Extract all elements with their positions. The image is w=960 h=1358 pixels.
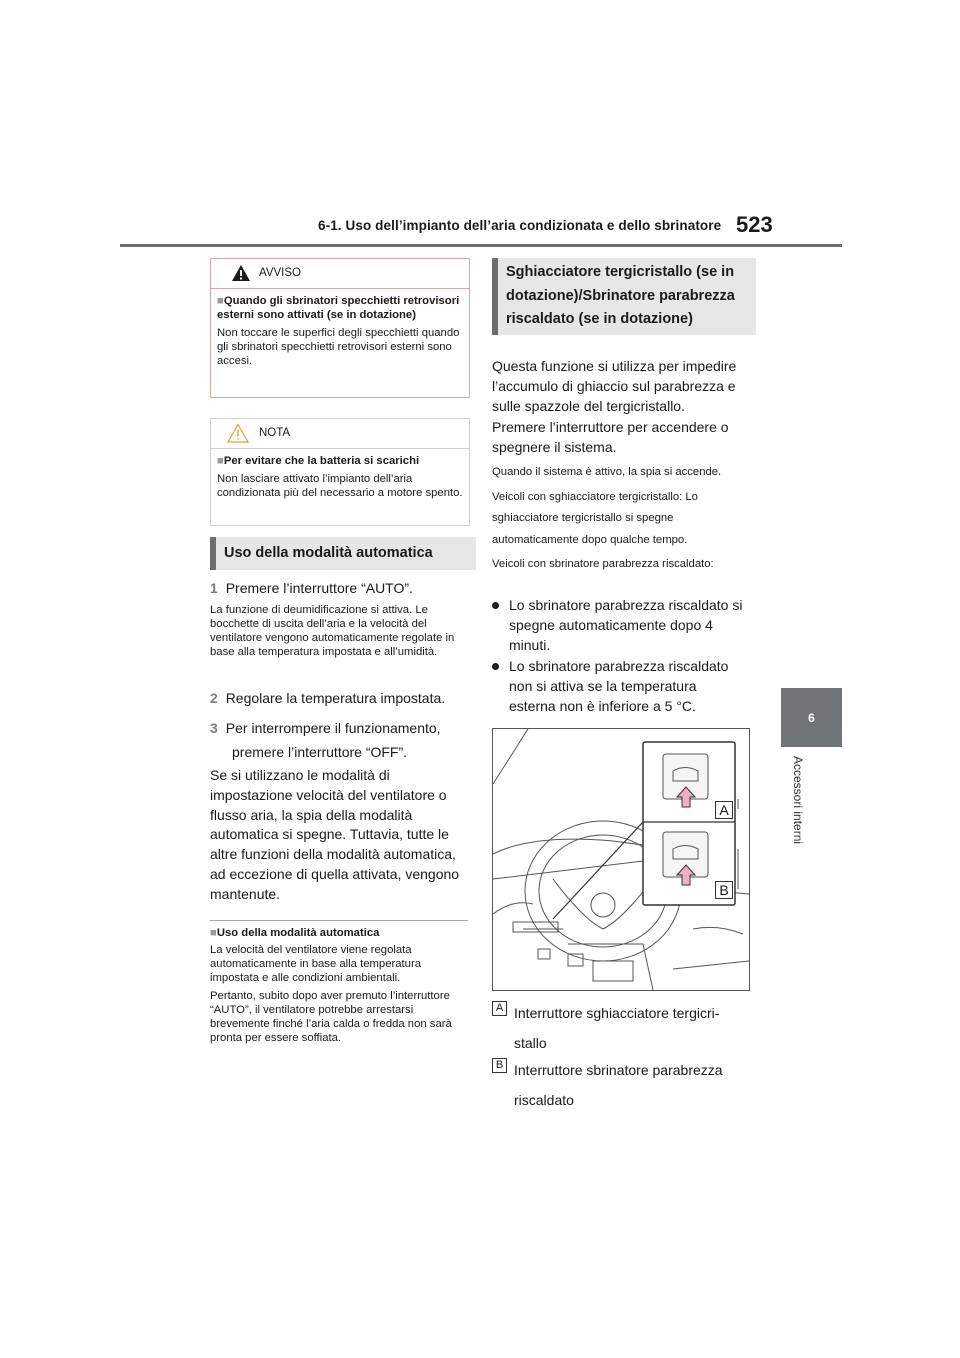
chapter-label-text: Accessori interni	[791, 756, 805, 845]
page-number: 523	[736, 212, 773, 237]
step-2-number: 2	[210, 690, 218, 706]
step-2-text: Regolare la temperatura impostata.	[225, 690, 446, 706]
auto-mode-paragraph: Se si utilizzano le modalità di impostazione velocità del ventilatore o flusso aria, la spia della modalità automatica si spegne. Tuttavia, tutte le altre funzioni della modalità automatica, ad eccezione di quella attivata, vengono mantenute.	[210, 767, 460, 902]
auto-info	[210, 926, 467, 1045]
bullet-1-text: Lo sbrinatore parabrezza riscaldato si spegne automaticamente dopo 4 minuti.	[509, 597, 743, 653]
warning-text: Non toccare le superfici degli specchietti quando gli sbrinatori specchietti retrovisori esterni sono accesi.	[217, 327, 460, 367]
illustration-callout-b: B	[715, 881, 733, 899]
square-bullet-icon: ■	[217, 455, 224, 467]
warning-title	[217, 294, 463, 322]
chapter-tab: 6	[781, 688, 842, 747]
bullet-dot-icon	[492, 663, 499, 670]
warning-icon	[231, 264, 251, 282]
warning-title-text: Quando gli sbrinatori specchietti retrovisori esterni sono attivati (se in dotazione)	[217, 295, 460, 321]
note-rule	[210, 920, 468, 921]
warning-header	[211, 259, 469, 289]
step-3	[210, 716, 468, 764]
warning-label: AVVISO	[259, 267, 301, 279]
auto-info-text-2: Pertanto, subito dopo aver premuto l’interruttore “AUTO”, il ventilatore potrebbe arrestarsi brevemente finché l’aria calda o fredda non sarà pronta per essere soffiata.	[210, 990, 452, 1044]
step-2	[210, 688, 468, 708]
legend-a-line1: Interruttore sghiacciatore tergicri-	[514, 1005, 720, 1021]
small-note-2: Veicoli con sghiacciatore tergicristallo: Lo sghiacciatore tergicristallo si spegne automaticamente dopo qualche tempo.	[492, 490, 698, 546]
auto-info-title: Uso della modalità automatica	[216, 927, 380, 939]
legend-a-line2: stallo	[514, 1035, 547, 1051]
note-title	[217, 454, 463, 468]
legend-a	[514, 998, 754, 1058]
step-3-text-a: Per interrompere il funzionamento,	[225, 720, 441, 736]
note-box	[210, 418, 470, 526]
defroster-p1: Questa funzione si utilizza per impedire l’accumulo di ghiaccio sul parabrezza e sulle spazzole del tergicristallo.	[492, 358, 737, 414]
caution-icon	[227, 423, 249, 443]
chapter-label	[791, 756, 807, 866]
legend-callout-a: A	[492, 1001, 507, 1016]
switch-illustration	[492, 728, 750, 991]
step-1-note: La funzione di deumidificazione si attiva. Le bocchette di uscita dell’aria e la velocità del ventilatore vengono automaticamente regolate in base alla temperatura impostata e all’umidità.	[210, 604, 455, 658]
legend-b-line2: riscaldato	[514, 1092, 574, 1108]
note-label: NOTA	[259, 427, 291, 439]
bullet-2	[492, 656, 747, 716]
defroster-small-notes	[492, 462, 747, 576]
auto-info-text-1: La velocità del ventilatore viene regolata automaticamente in base alla temperatura impostata e alle condizioni ambientali.	[210, 944, 421, 984]
step-1	[210, 578, 468, 598]
section-title: 6-1. Uso dell’impianto dell’aria condizionata e dello sbrinatore	[318, 218, 722, 233]
legend-b	[514, 1055, 754, 1115]
illustration-callout-a: A	[715, 801, 733, 819]
square-bullet-icon: ■	[217, 295, 224, 307]
bullet-1	[492, 595, 747, 655]
bullet-dot-icon	[492, 602, 499, 609]
note-header	[211, 419, 469, 449]
step-3-number: 3	[210, 720, 218, 736]
step-1-text: Premere l’interruttore “AUTO”.	[225, 580, 413, 596]
header-rule	[120, 244, 842, 247]
small-note-3: Veicoli con sbrinatore parabrezza riscaldato:	[492, 558, 714, 570]
warning-box	[210, 258, 470, 398]
legend-callout-b: B	[492, 1058, 507, 1073]
auto-mode-heading: Uso della modalità automatica	[210, 537, 476, 570]
dashboard-drawing-icon	[493, 729, 749, 990]
defroster-heading: Sghiacciatore tergicristallo (se in dotazione)/Sbrinatore parabrezza riscaldato (se in dotazione)	[492, 258, 756, 335]
square-bullet-icon: ■	[210, 927, 217, 939]
note-title-text: Per evitare che la batteria si scarichi	[223, 455, 420, 467]
step-3-text-b: premere l’interruttore “OFF”.	[232, 744, 408, 760]
defroster-p2: Premere l’interruttore per accendere o spegnere il sistema.	[492, 419, 729, 455]
legend-b-line1: Interruttore sbrinatore parabrezza	[514, 1062, 723, 1078]
note-text: Non lasciare attivato l’impianto dell’aria condizionata più del necessario a motore spento.	[217, 473, 463, 499]
small-note-1: Quando il sistema è attivo, la spia si accende.	[492, 466, 722, 478]
bullet-2-text: Lo sbrinatore parabrezza riscaldato non si attiva se la temperatura esterna non è inferiore a 5 °C.	[509, 658, 729, 714]
step-1-number: 1	[210, 580, 218, 596]
